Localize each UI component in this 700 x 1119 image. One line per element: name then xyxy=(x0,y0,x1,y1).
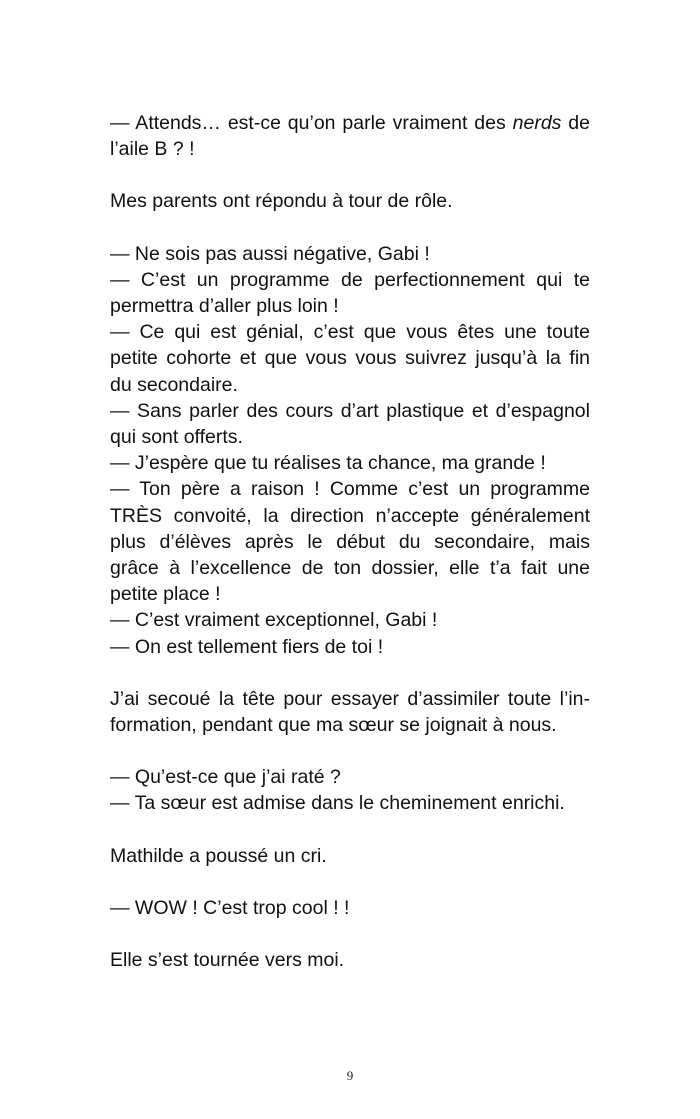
paragraph xyxy=(110,188,590,214)
paragraph xyxy=(110,241,590,660)
paragraph xyxy=(110,686,590,738)
text-segment: — C’est un programme de perfectionnement qui te xyxy=(110,268,590,291)
text-line xyxy=(110,476,590,502)
text-line xyxy=(110,241,590,267)
text-segment: permettra d’aller plus loin ! xyxy=(110,295,339,318)
paragraph xyxy=(110,110,590,162)
text-segment: — Ne sois pas aussi négative, Gabi ! xyxy=(110,242,430,265)
text-line xyxy=(110,424,590,450)
text-line xyxy=(110,607,590,633)
text-segment: petite cohorte et que vous vous suivrez jusqu’à la fin xyxy=(110,347,590,370)
text-line xyxy=(110,110,590,136)
text-segment: — Ton père a raison ! Comme c’est un programme xyxy=(110,478,590,501)
text-line xyxy=(110,450,590,476)
text-line xyxy=(110,555,590,581)
text-segment: grâce à l’excellence de ton dossier, elle t’a fait une xyxy=(110,557,590,580)
paragraph xyxy=(110,843,590,869)
text-segment: petite place ! xyxy=(110,583,221,606)
text-segment: Mes parents ont répondu à tour de rôle. xyxy=(110,190,453,213)
text-line xyxy=(110,947,590,973)
text-segment: TRÈS convoité, la direction n’accepte généralement xyxy=(110,504,590,527)
text-segment: formation, pendant que ma sœur se joignait à nous. xyxy=(110,714,557,737)
text-line xyxy=(110,372,590,398)
text-segment: — Attends… est-ce qu’on parle vraiment des xyxy=(110,112,513,134)
text-line xyxy=(110,529,590,555)
text-segment: plus d’élèves après le début du secondaire, mais xyxy=(110,530,590,553)
italic-text: nerds xyxy=(512,112,562,134)
text-line xyxy=(110,895,590,921)
text-line xyxy=(110,319,590,345)
text-segment: — J’espère que tu réalises ta chance, ma grande ! xyxy=(110,452,546,475)
text-line xyxy=(110,764,590,790)
paragraph xyxy=(110,895,590,921)
text-segment: du secondaire. xyxy=(110,373,238,396)
text-paragraphs xyxy=(110,110,590,973)
paragraph xyxy=(110,764,590,816)
text-segment: — Ta sœur est admise dans le cheminement enrichi. xyxy=(110,792,565,815)
text-segment: — C’est vraiment exceptionnel, Gabi ! xyxy=(110,609,438,632)
text-segment: — Qu’est-ce que j’ai raté ? xyxy=(110,766,341,789)
text-line xyxy=(110,712,590,738)
book-page-body xyxy=(110,110,590,999)
text-line xyxy=(110,136,590,162)
text-line xyxy=(110,293,590,319)
text-segment: — WOW ! C’est trop cool ! ! xyxy=(110,896,350,919)
text-line xyxy=(110,581,590,607)
text-segment: — Sans parler des cours d’art plastique et d’espagnol xyxy=(110,399,590,422)
paragraph xyxy=(110,947,590,973)
text-line xyxy=(110,345,590,371)
text-line xyxy=(110,398,590,424)
text-segment: Mathilde a poussé un cri. xyxy=(110,844,327,867)
text-segment: qui sont offerts. xyxy=(110,426,243,449)
text-segment: — Ce qui est génial, c’est que vous êtes une toute xyxy=(110,321,590,344)
text-line xyxy=(110,267,590,293)
text-segment: J’ai secoué la tête pour essayer d’assimiler toute l’in- xyxy=(110,687,590,710)
page-number: 9 xyxy=(346,1068,354,1083)
text-segment: de xyxy=(561,112,590,134)
text-line xyxy=(110,503,590,529)
text-line xyxy=(110,188,590,214)
text-segment: — On est tellement fiers de toi ! xyxy=(110,635,384,658)
text-line xyxy=(110,686,590,712)
text-line xyxy=(110,634,590,660)
text-segment: l’aile B ? ! xyxy=(110,138,195,161)
text-line xyxy=(110,790,590,816)
text-line xyxy=(110,843,590,869)
text-segment: Elle s’est tournée vers moi. xyxy=(110,949,345,972)
